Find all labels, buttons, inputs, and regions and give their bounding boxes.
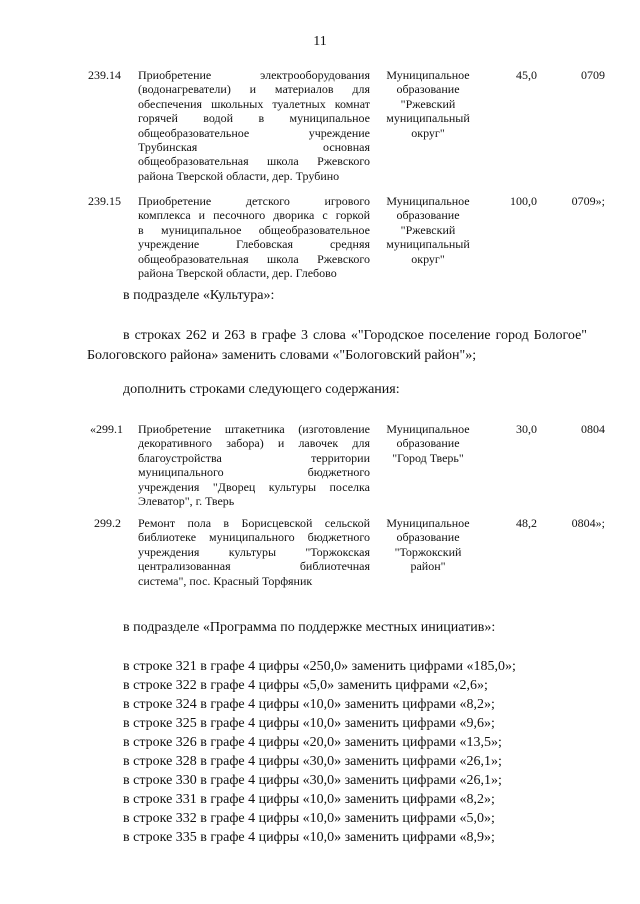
list-item: в строке 321 в графе 4 цифры «250,0» заменить цифрами «185,0»; xyxy=(123,659,516,674)
row-code: 0804»; xyxy=(571,516,605,530)
description-line: учреждения культуры "Торжокская xyxy=(138,544,370,559)
recipient-line: Муниципальное xyxy=(386,68,470,82)
list-item: в строке 330 в графе 4 цифры «30,0» заменить цифрами «26,1»; xyxy=(123,773,502,788)
replace-paragraph-text: в строках 262 и 263 в графе 3 слова «"Городское поселение город Бологое" Бологовского района» заменить словами «"Бологовский район"»; xyxy=(87,328,587,363)
description-line: Приобретение электрооборудования xyxy=(138,68,370,82)
row-code: 0804 xyxy=(581,422,605,436)
replace-paragraph xyxy=(87,326,587,366)
description-line: библиотеке муниципального бюджетного xyxy=(138,530,370,545)
row-recipient xyxy=(378,516,478,574)
recipient-line: Муниципальное xyxy=(386,422,470,436)
row-description xyxy=(138,422,370,508)
description-line: Трубинская основная xyxy=(138,140,370,155)
description-line: благоустройства территории xyxy=(138,450,370,465)
row-description xyxy=(138,516,370,588)
description-line: учреждение Глебовская средняя xyxy=(138,237,370,252)
row-amount: 30,0 xyxy=(516,422,537,436)
description-line: общеобразовательная школа Ржевского xyxy=(138,154,370,169)
list-item: в строке 328 в графе 4 цифры «30,0» заменить цифрами «26,1»; xyxy=(123,754,502,769)
description-line: комплекса и песочного дворика с горкой xyxy=(138,208,370,223)
description-line: обеспечения школьных туалетных комнат xyxy=(138,96,370,111)
recipient-line: муниципальный xyxy=(386,111,470,126)
description-line: района Тверской области, дер. Трубино xyxy=(138,168,340,183)
recipient-line: Муниципальное xyxy=(386,516,470,530)
description-line: декоративного забора) и лавочек для xyxy=(138,436,370,451)
description-line: Элеватор", г. Тверь xyxy=(138,494,235,509)
recipient-line: "Ржевский xyxy=(400,96,456,111)
row-description xyxy=(138,68,370,183)
recipient-line: район" xyxy=(410,559,446,574)
row-amount: 100,0 xyxy=(510,194,537,208)
description-line: Приобретение детского игрового xyxy=(138,194,370,208)
add-lines-paragraph: дополнить строками следующего содержания: xyxy=(123,382,400,397)
description-line: района Тверской области, дер. Глебово xyxy=(138,266,337,281)
recipient-line: "Город Тверь" xyxy=(392,450,464,465)
list-item: в строке 325 в графе 4 цифры «10,0» заменить цифрами «9,6»; xyxy=(123,716,495,731)
description-line: горячей водой в муниципальное xyxy=(138,111,370,126)
recipient-line: образование xyxy=(396,82,460,97)
list-item: в строке 335 в графе 4 цифры «10,0» заменить цифрами «8,9»; xyxy=(123,830,495,845)
row-number: 239.15 xyxy=(88,194,121,208)
recipient-line: образование xyxy=(396,208,460,223)
list-item: в строке 324 в графе 4 цифры «10,0» заменить цифрами «8,2»; xyxy=(123,697,495,712)
recipient-line: образование xyxy=(396,436,460,451)
description-line: Приобретение штакетника (изготовление xyxy=(138,422,370,436)
recipient-line: образование xyxy=(396,530,460,545)
description-line: учреждения "Дворец культуры поселка xyxy=(138,479,370,494)
row-recipient xyxy=(378,422,478,465)
description-line: общеобразовательное учреждение xyxy=(138,125,370,140)
recipient-line: округ" xyxy=(411,125,445,140)
recipient-line: "Ржевский xyxy=(400,222,456,237)
row-description xyxy=(138,194,370,280)
list-item: в строке 326 в графе 4 цифры «20,0» заменить цифрами «13,5»; xyxy=(123,735,502,750)
description-line: система", пос. Красный Торфяник xyxy=(138,573,313,588)
row-recipient xyxy=(378,194,478,266)
subsection-program: в подразделе «Программа по поддержке местных инициатив»: xyxy=(123,620,496,635)
recipient-line: округ" xyxy=(411,251,445,266)
row-code: 0709 xyxy=(581,68,605,82)
list-item: в строке 331 в графе 4 цифры «10,0» заменить цифрами «8,2»; xyxy=(123,792,495,807)
page-number: 11 xyxy=(313,34,327,49)
row-recipient xyxy=(378,68,478,140)
subsection-culture: в подразделе «Культура»: xyxy=(123,288,275,303)
description-line: централизованная библиотечная xyxy=(138,559,370,574)
description-line: общеобразовательная школа Ржевского xyxy=(138,251,370,266)
description-line: муниципального бюджетного xyxy=(138,465,370,480)
list-item: в строке 322 в графе 4 цифры «5,0» заменить цифрами «2,6»; xyxy=(123,678,488,693)
description-line: (водонагреватели) и материалов для xyxy=(138,82,370,97)
recipient-line: муниципальный xyxy=(386,237,470,252)
row-amount: 45,0 xyxy=(516,68,537,82)
row-number: «299.1 xyxy=(90,422,123,436)
row-number: 239.14 xyxy=(88,68,121,82)
description-line: Ремонт пола в Борисцевской сельской xyxy=(138,516,370,530)
row-number: 299.2 xyxy=(94,516,121,530)
row-amount: 48,2 xyxy=(516,516,537,530)
recipient-line: "Торжокский xyxy=(394,544,462,559)
row-code: 0709»; xyxy=(571,194,605,208)
description-line: в муниципальное общеобразовательное xyxy=(138,222,370,237)
recipient-line: Муниципальное xyxy=(386,194,470,208)
list-item: в строке 332 в графе 4 цифры «10,0» заменить цифрами «5,0»; xyxy=(123,811,495,826)
